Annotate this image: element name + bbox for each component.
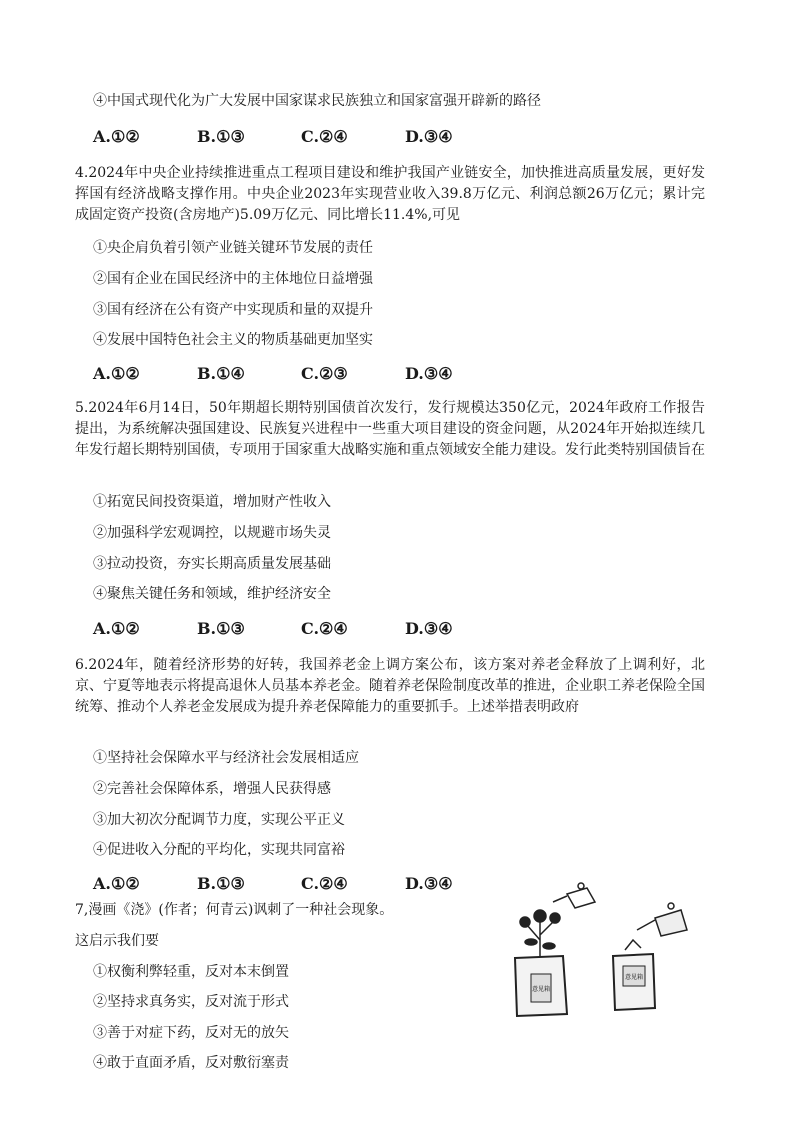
option-b[interactable]: B.①③ — [197, 874, 245, 893]
q5-item-3: ③拉动投资，夯实长期高质量发展基础 — [93, 556, 331, 572]
watering-can-right-icon — [637, 903, 687, 936]
option-a[interactable]: A.①② — [93, 127, 140, 146]
suggestion-box-left — [515, 956, 567, 1016]
q7-item-1: ①权衡利弊轻重，反对本末倒置 — [93, 964, 289, 980]
q6-answer-options — [93, 874, 509, 893]
option-item-4: ④中国式现代化为广大发展中国家谋求民族独立和国家富强开辟新的路径 — [93, 93, 541, 109]
option-d[interactable]: D.③④ — [405, 364, 453, 383]
q4-item-1: ①央企肩负着引领产业链关键环节发展的责任 — [93, 240, 373, 256]
box-label-right: 意见箱 — [624, 974, 644, 981]
q7-item-4: ④敢于直面矛盾，反对敷衍塞责 — [93, 1055, 289, 1071]
question-7-stem: 7,漫画《浇》(作者；何青云)讽刺了一种社会现象。 — [75, 902, 394, 918]
option-c[interactable]: C.②③ — [301, 364, 348, 383]
q4-answer-options — [93, 364, 509, 383]
q4-item-3: ③国有经济在公有资产中实现质和量的双提升 — [93, 302, 373, 318]
option-a[interactable]: A.①② — [93, 364, 140, 383]
q7-item-2: ②坚持求真务实，反对流于形式 — [93, 994, 289, 1010]
option-d[interactable]: D.③④ — [405, 874, 453, 893]
option-c[interactable]: C.②④ — [301, 127, 348, 146]
box-label-left: 意见箱 — [531, 986, 551, 993]
option-d[interactable]: D.③④ — [405, 619, 453, 638]
q7-item-3: ③善于对症下药，反对无的放矢 — [93, 1025, 289, 1041]
q4-item-4: ④发展中国特色社会主义的物质基础更加坚实 — [93, 332, 373, 348]
question-4-stem: 4.2024年中央企业持续推进重点工程项目建设和维护我国产业链安全，加快推进高质量发展，更好发挥国有经济战略支撑作用。中央企业2023年实现营业收入39.8万亿元、利润总额26万亿元；累计完成固定资产投资(含房地产)5.09万亿元、同比增长11.4%,可见 — [75, 165, 705, 223]
question-7-stem-2: 这启示我们要 — [75, 933, 159, 949]
q6-item-3: ③加大初次分配调节力度，实现公平正义 — [93, 812, 345, 828]
option-b[interactable]: B.①④ — [197, 364, 245, 383]
option-c[interactable]: C.②④ — [301, 874, 348, 893]
q6-item-1: ①坚持社会保障水平与经济社会发展相适应 — [93, 750, 359, 766]
watering-can-left-icon — [553, 883, 595, 908]
option-c[interactable]: C.②④ — [301, 619, 348, 638]
q5-item-1: ①拓宽民间投资渠道，增加财产性收入 — [93, 494, 331, 510]
q5-answer-options — [93, 619, 509, 638]
option-b[interactable]: B.①③ — [197, 127, 245, 146]
flower-plant-icon — [520, 910, 560, 960]
question-6-stem: 6.2024年，随着经济形势的好转，我国养老金上调方案公布，该方案对养老金释放了上调利好，北京、宁夏等地表示将提高退休人员基本养老金。随着养老保险制度改革的推进，企业职工养老保险全国统筹、推动个人养老金发展成为提升养老保障能力的重要抓手。上述举措表明政府 — [75, 657, 705, 715]
option-d[interactable]: D.③④ — [405, 127, 453, 146]
cartoon-illustration — [505, 880, 705, 1020]
q5-item-2: ②加强科学宏观调控，以规避市场失灵 — [93, 525, 331, 541]
question-5-stem: 5.2024年6月14日，50年期超长期特别国债首次发行，发行规模达350亿元，2024年政府工作报告提出，为系统解决强国建设、民族复兴进程中一些重大项目建设的资金问题，从2024年开始拟连续几年发行超长期特别国债，专项用于国家重大战略实施和重点领域安全能力建设。发行此类特别国债旨在 — [75, 400, 705, 458]
q5-item-4: ④聚焦关键任务和领域，维护经济安全 — [93, 586, 331, 602]
suggestion-box-right — [613, 940, 655, 1010]
option-a[interactable]: A.①② — [93, 619, 140, 638]
q4-item-2: ②国有企业在国民经济中的主体地位日益增强 — [93, 271, 373, 287]
option-a[interactable]: A.①② — [93, 874, 140, 893]
answer-options — [93, 127, 509, 146]
q6-item-2: ②完善社会保障体系，增强人民获得感 — [93, 781, 331, 797]
option-b[interactable]: B.①③ — [197, 619, 245, 638]
q6-item-4: ④促进收入分配的平均化，实现共同富裕 — [93, 842, 345, 858]
